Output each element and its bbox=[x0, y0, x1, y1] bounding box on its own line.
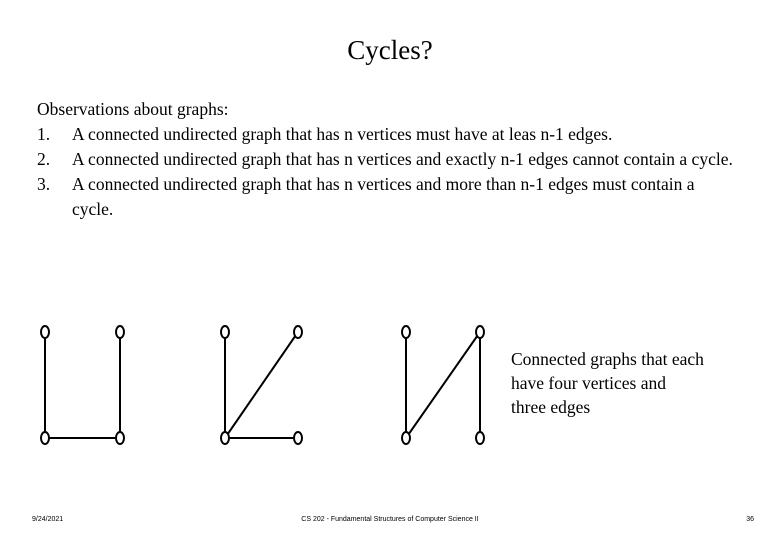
graph-vertex bbox=[41, 326, 49, 338]
observation-item bbox=[37, 172, 737, 222]
graph-vertex bbox=[402, 326, 410, 338]
graph-v-shape bbox=[221, 326, 302, 444]
graph-vertex bbox=[402, 432, 410, 444]
observations-intro: Observations about graphs: bbox=[37, 99, 229, 119]
observation-text: A connected undirected graph that has n vertices must have at leas n-1 edges. bbox=[72, 124, 613, 144]
observations bbox=[37, 97, 737, 222]
observation-text: A connected undirected graph that has n vertices and more than n-1 edges must contain a cycle. bbox=[72, 174, 695, 219]
graph-vertex bbox=[221, 326, 229, 338]
observation-item bbox=[37, 122, 737, 147]
graph-vertex bbox=[476, 326, 484, 338]
example-graphs bbox=[0, 310, 520, 460]
graphs-caption bbox=[511, 347, 761, 419]
observation-item bbox=[37, 147, 737, 172]
caption-line: Connected graphs that each bbox=[511, 349, 704, 369]
observation-number: 1. bbox=[37, 124, 51, 144]
observation-list bbox=[37, 122, 737, 222]
graph-vertex bbox=[116, 432, 124, 444]
footer-date: 9/24/2021 bbox=[32, 516, 64, 523]
caption-line: three edges bbox=[511, 397, 591, 417]
graph-vertex bbox=[116, 326, 124, 338]
graph-u-shape bbox=[41, 326, 124, 444]
footer-page-number: 36 bbox=[746, 516, 754, 523]
graph-vertex bbox=[41, 432, 49, 444]
graph-vertex bbox=[294, 326, 302, 338]
graph-vertex bbox=[476, 432, 484, 444]
slide-title: Cycles? bbox=[347, 35, 433, 65]
footer-course: CS 202 - Fundamental Structures of Computer Science II bbox=[301, 516, 479, 523]
graph-vertex bbox=[294, 432, 302, 444]
graph-edge bbox=[406, 332, 480, 438]
observation-text: A connected undirected graph that has n vertices and exactly n-1 edges cannot contain a cycle. bbox=[72, 149, 733, 169]
caption-line: have four vertices and bbox=[511, 373, 666, 393]
observation-number: 3. bbox=[37, 174, 51, 194]
graph-n-shape bbox=[402, 326, 484, 444]
observation-number: 2. bbox=[37, 149, 51, 169]
graph-edge bbox=[225, 332, 298, 438]
graph-vertex bbox=[221, 432, 229, 444]
